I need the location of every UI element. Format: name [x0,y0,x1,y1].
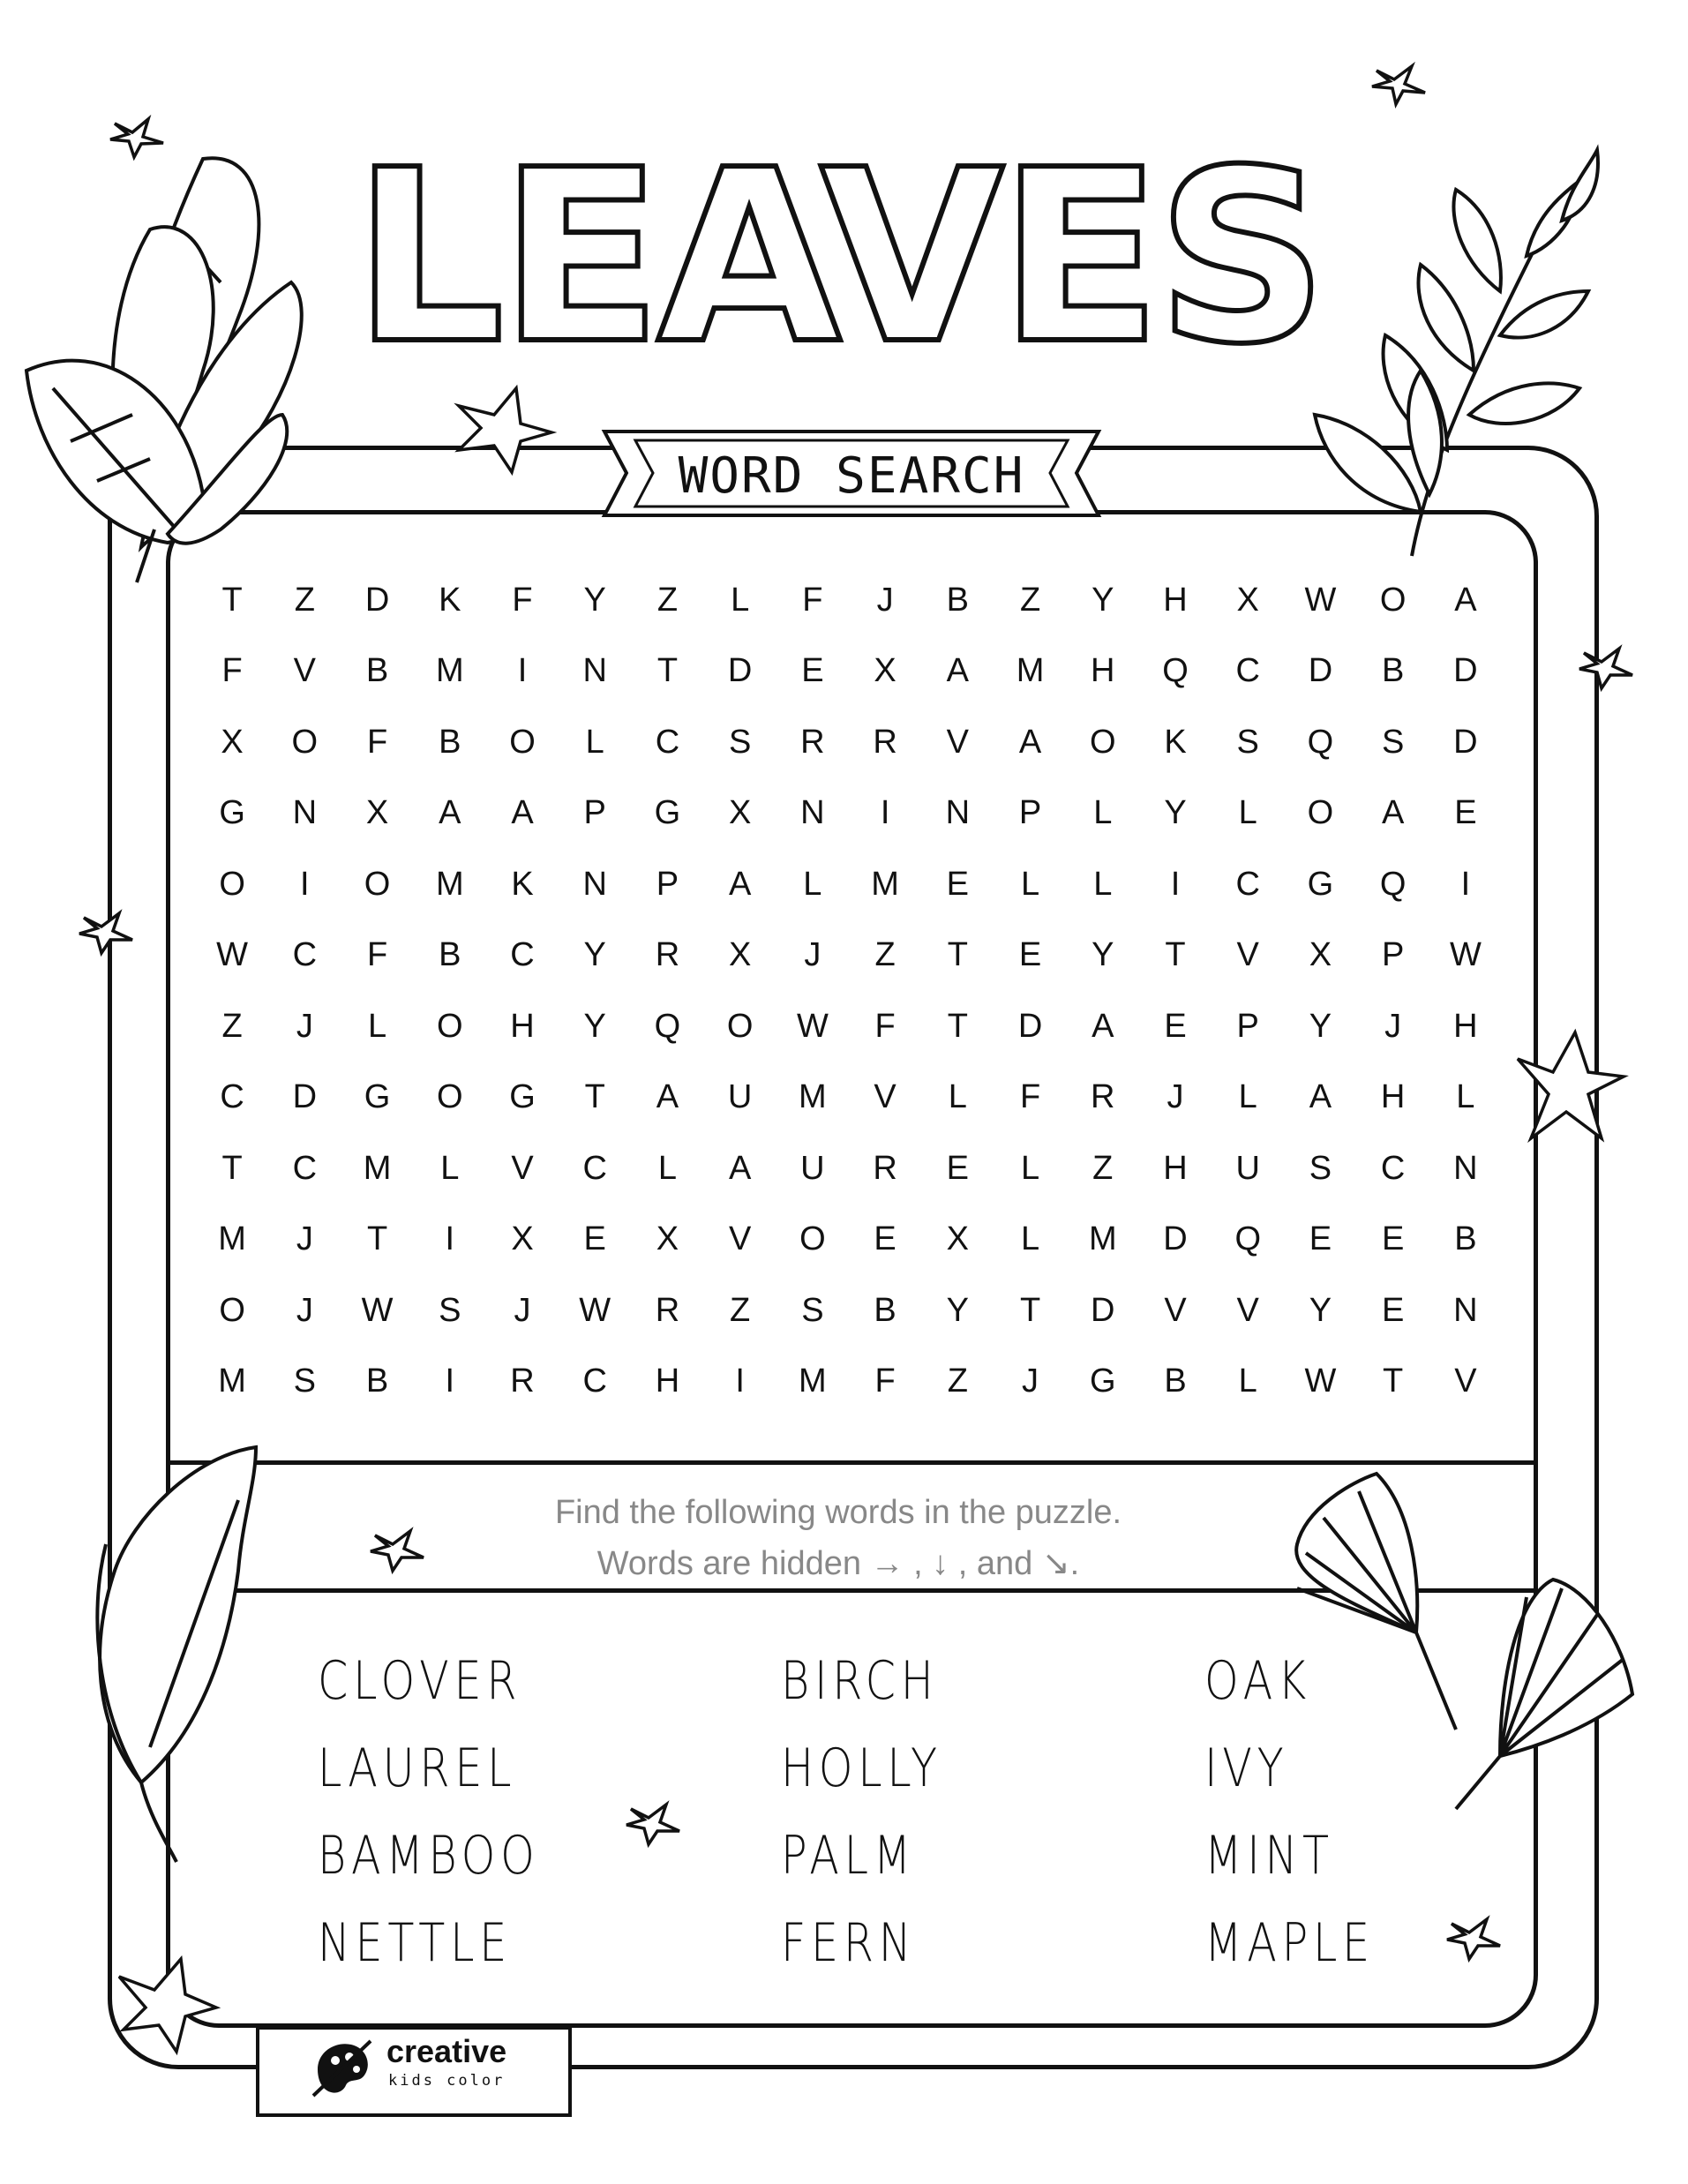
grid-cell: J [876,581,894,619]
grid-cell: W [796,1007,829,1045]
grid-cell: L [1238,1362,1257,1400]
grid-cell: L [1093,865,1113,903]
grid-cell: W [579,1291,611,1329]
grid-cell: P [1018,794,1042,832]
grid-cell: K [439,581,461,619]
grid-cell: R [655,936,680,974]
grid-cell: E [1454,794,1477,832]
grid-cell: Y [1092,581,1114,619]
grid-cell: G [219,794,245,832]
logo-name: creative [386,2033,507,2069]
grid-cell: J [804,936,821,974]
grid-cell: Z [294,581,315,619]
grid-cell: V [728,1220,752,1258]
grid-cell: Y [583,936,606,974]
grid-cell: G [654,794,681,832]
grid-cell: O [436,1007,463,1045]
word-list-item: MAPLE [1204,1912,1375,1974]
word-list-item: NETTLE [318,1912,513,1974]
grid-cell: L [1093,794,1113,832]
grid-cell: A [1309,1078,1332,1116]
grid-cell: A [1018,723,1042,761]
grid-cell: A [1381,794,1405,832]
grid-cell: G [364,1078,391,1116]
grid-cell: V [874,1078,897,1116]
grid-cell: J [296,1291,313,1329]
grid-cell: T [221,581,243,619]
grid-cell: A [728,865,752,903]
grid-cell: O [1379,581,1407,619]
grid-cell: C [220,1078,244,1116]
grid-cell: O [1089,723,1116,761]
leaf-left-middle-icon [97,1447,256,1862]
grid-cell: O [219,865,245,903]
grid-cell: Q [1162,652,1189,690]
grid-cell: J [1384,1007,1402,1045]
grid-cell: H [1091,652,1115,690]
grid-cell: B [365,652,389,690]
grid-cell: B [946,581,969,619]
grid-cell: F [221,652,243,690]
grid-cell: Y [946,1291,969,1329]
grid-cell: L [585,723,604,761]
grid-cell: V [1236,936,1259,974]
grid-cell: L [731,581,750,619]
grid-cell: A [1092,1007,1114,1045]
grid-cell: V [1236,1291,1259,1329]
grid-cell: S [1236,723,1259,761]
grid-cell: Y [583,581,606,619]
grid-cell: U [1235,1149,1260,1187]
grid-cell: P [583,794,606,832]
word-list-item: BIRCH [781,1650,939,1712]
grid-cell: V [946,723,969,761]
grid-cell: N [945,794,971,832]
grid-cell: B [365,1362,389,1400]
instructions-line-1: Find the following words in the puzzle. [554,1494,1122,1531]
word-list-item: PALM [781,1825,917,1887]
grid-cell: G [509,1078,536,1116]
grid-cell: X [656,1220,679,1258]
grid-cell: S [439,1291,461,1329]
grid-cell: M [1016,652,1045,690]
grid-cell: D [1308,652,1333,690]
grid-cell: J [514,1291,531,1329]
grid-cell: Z [947,1362,968,1400]
grid-cell: D [727,652,753,690]
grid-cell: I [445,1220,455,1258]
grid-cell: P [656,865,679,903]
grid-cell: F [874,1362,896,1400]
grid-cell: O [219,1291,245,1329]
grid-cell: L [1020,865,1040,903]
grid-cell: F [802,581,823,619]
grid-cell: L [803,865,822,903]
grid-cell: E [1381,1220,1405,1258]
grid-cell: S [801,1291,824,1329]
grid-cell: W [1304,1362,1337,1400]
grid-cell: E [1381,1291,1405,1329]
grid-cell: L [440,1149,460,1187]
grid-cell: I [735,1362,745,1400]
grid-cell: E [801,652,824,690]
grid-cell: E [583,1220,606,1258]
grid-cell: L [948,1078,967,1116]
grid-cell: B [874,1291,897,1329]
grid-cell: H [1453,1007,1478,1045]
grid-cell: Y [1092,936,1114,974]
logo-tagline: kids color [388,2072,506,2090]
grid-cell: F [366,723,388,761]
grid-cell: D [292,1078,318,1116]
word-list-item: CLOVER [318,1650,522,1712]
grid-cell: T [1165,936,1186,974]
grid-cell: T [1383,1362,1404,1400]
grid-cell: I [517,652,528,690]
grid-cell: R [1091,1078,1115,1116]
grid-cell: P [1236,1007,1259,1045]
grid-cell: M [871,865,899,903]
grid-cell: S [1381,723,1405,761]
grid-cell: M [1088,1220,1117,1258]
grid-cell: O [364,865,391,903]
grid-cell: I [880,794,890,832]
grid-cell: N [1453,1291,1478,1329]
grid-cell: O [509,723,536,761]
grid-cell: C [1380,1149,1406,1187]
grid-cell: B [439,723,461,761]
grid-cell: N [582,865,607,903]
grid-cell: C [1235,652,1260,690]
grid-cell: E [946,1149,969,1187]
grid-cell: J [296,1220,313,1258]
grid-cell: X [511,1220,534,1258]
grid-cell: H [1163,1149,1188,1187]
grid-cell: A [511,794,534,832]
grid-cell: F [512,581,533,619]
grid-cell: O [726,1007,754,1045]
grid-cell: X [1309,936,1332,974]
grid-cell: M [799,1078,827,1116]
grid-cell: Z [656,581,679,619]
letter-grid [196,565,1502,1412]
grid-cell: L [1456,1078,1475,1116]
grid-cell: B [1454,1220,1477,1258]
grid-cell: T [947,1007,968,1045]
grid-cell: C [510,936,535,974]
grid-cell: F [1019,1078,1041,1116]
grid-cell: A [1454,581,1477,619]
grid-cell: D [1453,652,1478,690]
grid-cell: X [365,794,389,832]
grid-cell: A [946,652,969,690]
grid-cell: X [728,794,752,832]
grid-cell: N [1453,1149,1478,1187]
grid-cell: B [1164,1362,1187,1400]
grid-cell: R [655,1291,680,1329]
grid-cell: F [874,1007,896,1045]
grid-cell: B [439,936,461,974]
grid-cell: M [363,1149,392,1187]
grid-cell: Z [1092,1149,1114,1187]
grid-cell: X [1236,581,1259,619]
grid-cell: K [1164,723,1187,761]
grid-cell: F [366,936,388,974]
grid-cell: U [800,1149,825,1187]
grid-cell: J [296,1007,313,1045]
grid-cell: C [292,936,318,974]
grid-cell: W [216,936,249,974]
grid-cell: Q [1379,865,1407,903]
grid-cell: T [366,1220,388,1258]
grid-cell: O [1307,794,1334,832]
grid-cell: P [1381,936,1405,974]
grid-cell: W [1449,936,1482,974]
grid-cell: B [1381,652,1405,690]
grid-cell: H [655,1362,680,1400]
grid-cell: E [1164,1007,1187,1045]
grid-cell: Z [221,1007,243,1045]
banner-title: WORD SEARCH [678,447,1025,505]
grid-cell: X [874,652,897,690]
grid-cell: O [799,1220,826,1258]
grid-cell: E [1309,1220,1332,1258]
grid-cell: V [1454,1362,1477,1400]
grid-cell: X [728,936,752,974]
grid-cell: T [656,652,679,690]
grid-cell: G [1089,1362,1116,1400]
fern-top-right-icon [1315,150,1598,556]
grid-cell: H [1380,1078,1406,1116]
grid-cell: S [293,1362,316,1400]
grid-cell: T [1019,1291,1041,1329]
grid-cell: A [439,794,461,832]
word-list-item: BAMBOO [318,1825,540,1887]
grid-cell: E [874,1220,897,1258]
word-list-item: FERN [781,1912,917,1974]
grid-cell: I [445,1362,455,1400]
grid-cell: X [946,1220,969,1258]
grid-cell: K [511,865,534,903]
grid-cell: Y [583,1007,606,1045]
grid-cell: U [727,1078,753,1116]
grid-cell: C [1235,865,1260,903]
grid-cell: O [291,723,319,761]
grid-cell: Z [730,1291,751,1329]
grid-cell: T [221,1149,243,1187]
grid-cell: D [1453,723,1478,761]
grid-cell: V [511,1149,534,1187]
grid-cell: C [655,723,680,761]
grid-cell: Q [1234,1220,1261,1258]
grid-cell: R [873,1149,897,1187]
grid-cell: R [873,723,897,761]
grid-cell: C [292,1149,318,1187]
word-list-item: HOLLY [781,1737,942,1799]
grid-cell: H [1163,581,1188,619]
grid-cell: A [728,1149,752,1187]
grid-cell: V [1164,1291,1187,1329]
grid-cell: Q [1307,723,1334,761]
grid-cell: G [1307,865,1334,903]
grid-cell: Q [654,1007,681,1045]
grid-cell: I [1460,865,1471,903]
grid-cell: W [361,1291,394,1329]
grid-cell: Y [1164,794,1187,832]
grid-cell: C [582,1149,607,1187]
grid-cell: C [582,1362,607,1400]
grid-cell: L [1238,1078,1257,1116]
grid-cell: N [582,652,607,690]
grid-cell: I [300,865,310,903]
palette-logo-icon [309,2034,379,2105]
grid-cell: Y [1309,1007,1332,1045]
grid-cell: H [510,1007,535,1045]
grid-cell: M [218,1220,246,1258]
grid-cell: R [510,1362,535,1400]
grid-cell: E [1018,936,1042,974]
leaf-cluster-top-left-icon [26,158,302,582]
word-list [318,1650,1465,2003]
grid-cell: N [292,794,318,832]
grid-cell: M [799,1362,827,1400]
grid-cell: L [657,1149,677,1187]
grid-cell: Z [1019,581,1041,619]
grid-cell: T [584,1078,605,1116]
word-list-item: MINT [1204,1825,1334,1887]
page-title: LEAVES [353,118,1323,396]
grid-cell: N [800,794,825,832]
grid-cell: I [1170,865,1181,903]
grid-cell: Y [1309,1291,1332,1329]
grid-cell: O [436,1078,463,1116]
grid-cell: D [364,581,390,619]
grid-cell: E [946,865,969,903]
grid-cell: L [1020,1220,1040,1258]
word-list-item: OAK [1204,1650,1312,1712]
grid-cell: M [435,652,464,690]
grid-cell: D [1017,1007,1043,1045]
grid-cell: T [947,936,968,974]
word-list-item: IVY [1204,1737,1289,1799]
grid-cell: V [293,652,316,690]
grid-cell: M [435,865,464,903]
word-list-item: LAUREL [318,1737,517,1799]
grid-cell: X [221,723,244,761]
grid-cell: L [367,1007,387,1045]
instructions [309,1487,1368,1589]
grid-cell: M [218,1362,246,1400]
grid-cell: D [1091,1291,1115,1329]
grid-cell: S [728,723,752,761]
grid-cell: S [1309,1149,1332,1187]
grid-cell: Z [874,936,896,974]
grid-cell: L [1238,794,1257,832]
instructions-line-2: Words are hidden → , ↓ , and ↘. [596,1545,1080,1582]
grid-cell: W [1304,581,1337,619]
grid-cell: A [656,1078,679,1116]
grid-cell: D [1163,1220,1188,1258]
grid-cell: J [1167,1078,1184,1116]
grid-cell: R [800,723,825,761]
grid-cell: L [1020,1149,1040,1187]
grid-cell: J [1022,1362,1039,1400]
